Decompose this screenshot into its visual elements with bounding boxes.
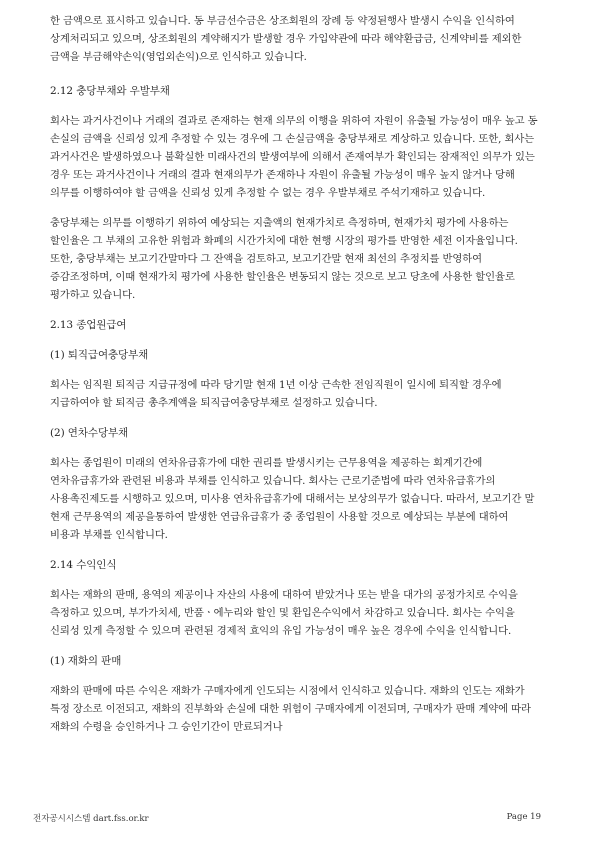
paragraph: 회사는 임직원 퇴직금 지급규정에 따라 당기말 현재 1년 이상 근속한 전임직원이 일시에 퇴직할 경우에 지급하여야 할 퇴직금 총추계액을 퇴직급여충당부채로 설정하고 있습니다. bbox=[50, 379, 502, 409]
page-number: Page 19 bbox=[506, 812, 541, 822]
paragraph: 한 금액으로 표시하고 있습니다. 동 부금선수금은 상조회원의 장례 등 약정된행사 발생시 수익을 인식하여 상계처리되고 있으며, 상조회원의 계약해지가 발생할 경우 가입약관에 따라 해약환급금, 신계약비를 제외한 금액을 부금해약손익(영업외손익)으로 인식하고 있습니다. bbox=[50, 15, 522, 63]
footer-source: 전자공시시스템 dart.fss.or.kr bbox=[33, 814, 149, 824]
paragraph: 회사는 재화의 판매, 용역의 제공이나 자산의 사용에 대하여 받았거나 또는 받을 대가의 공정가치로 수익을 측정하고 있으며, 부가가치세, 반품ㆍ에누리와 할인 및 환입은수익에서 차감하고 있습니다. 회사는 수익을 신뢰성 있게 측정할 수 있으며 관련된 경제적 효익의 유입 가능성이 매우 높은 경우에 수익을 인식합니다. bbox=[50, 589, 518, 637]
section-heading: 2.14 수익인식 bbox=[50, 559, 117, 571]
section-heading: 2.12 충당부채와 우발부채 bbox=[50, 85, 170, 97]
paragraph: 재화의 판매에 따른 수익은 재화가 구매자에게 인도되는 시점에서 인식하고 있습니다. 재화의 인도는 재화가 특정 장소로 이전되고, 재화의 진부화와 손실에 대한 위험이 구매자에게 이전되며, 구매자가 판매 계약에 따라 재화의 수령을 승인하거나 그 승인기간이 만료되거나 bbox=[50, 685, 531, 733]
page-footer bbox=[33, 812, 541, 824]
section-heading: (1) 퇴직급여충당부채 bbox=[50, 349, 149, 361]
paragraph: 회사는 과거사건이나 거래의 결과로 존재하는 현재 의무의 이행을 위하여 자원이 유출될 가능성이 매우 높고 동 손실의 금액을 신뢰성 있게 추정할 수 있는 경우에 그 손실금액을 충당부채로 계상하고 있습니다. 또한, 회사는 과거사건은 발생하였으나 불확실한 미래사건의 발생여부에 의해서 존재여부가 확인되는 잠재적인 의무가 있는 경우 또는 과거사건이나 거래의 결과 현재의무가 존재하나 자원이 유출될 가능성이 매우 높지 않거나 당해 의무를 이행하여야 할 금액을 신뢰성 있게 추정할 수 없는 경우 우발부채로 주석기재하고 있습니다. bbox=[50, 115, 538, 199]
section-heading: (2) 연차수당부채 bbox=[50, 427, 129, 439]
paragraph: 회사는 종업원이 미래의 연차유급휴가에 대한 권리를 발생시키는 근무용역을 제공하는 회계기간에 연차유급휴가와 관련된 비용과 부채를 인식하고 있습니다. 회사는 근로기준법에 따라 연차유급휴가의 사용촉진제도를 시행하고 있으며, 미사용 연차유급휴가에 대해서는 보상의무가 없습니다. 따라서, 보고기간 말 현재 근무용역의 제공을통하여 발생한 연급유급휴가 중 종업원이 사용할 것으로 예상되는 부분에 대하여 비용과 부채를 인식합니다. bbox=[50, 457, 535, 541]
section-heading: (1) 재화의 판매 bbox=[50, 655, 122, 667]
document-body bbox=[50, 12, 540, 748]
section-heading: 2.13 종업원급여 bbox=[50, 319, 127, 331]
paragraph: 충당부채는 의무를 이행하기 위하여 예상되는 지출액의 현재가치로 측정하며, 현재가치 평가에 사용하는 할인율은 그 부채의 고유한 위험과 화폐의 시간가치에 대한 현행 시장의 평가를 반영한 세전 이자율입니다. 또한, 충당부채는 보고기간말마다 그 잔액을 검토하고, 보고기간말 현재 최선의 추정치를 반영하여 증감조정하며, 이때 현재가치 평가에 사용한 할인율은 변동되지 않는 것으로 보고 당초에 사용한 할인율로 평가하고 있습니다. bbox=[50, 217, 518, 301]
